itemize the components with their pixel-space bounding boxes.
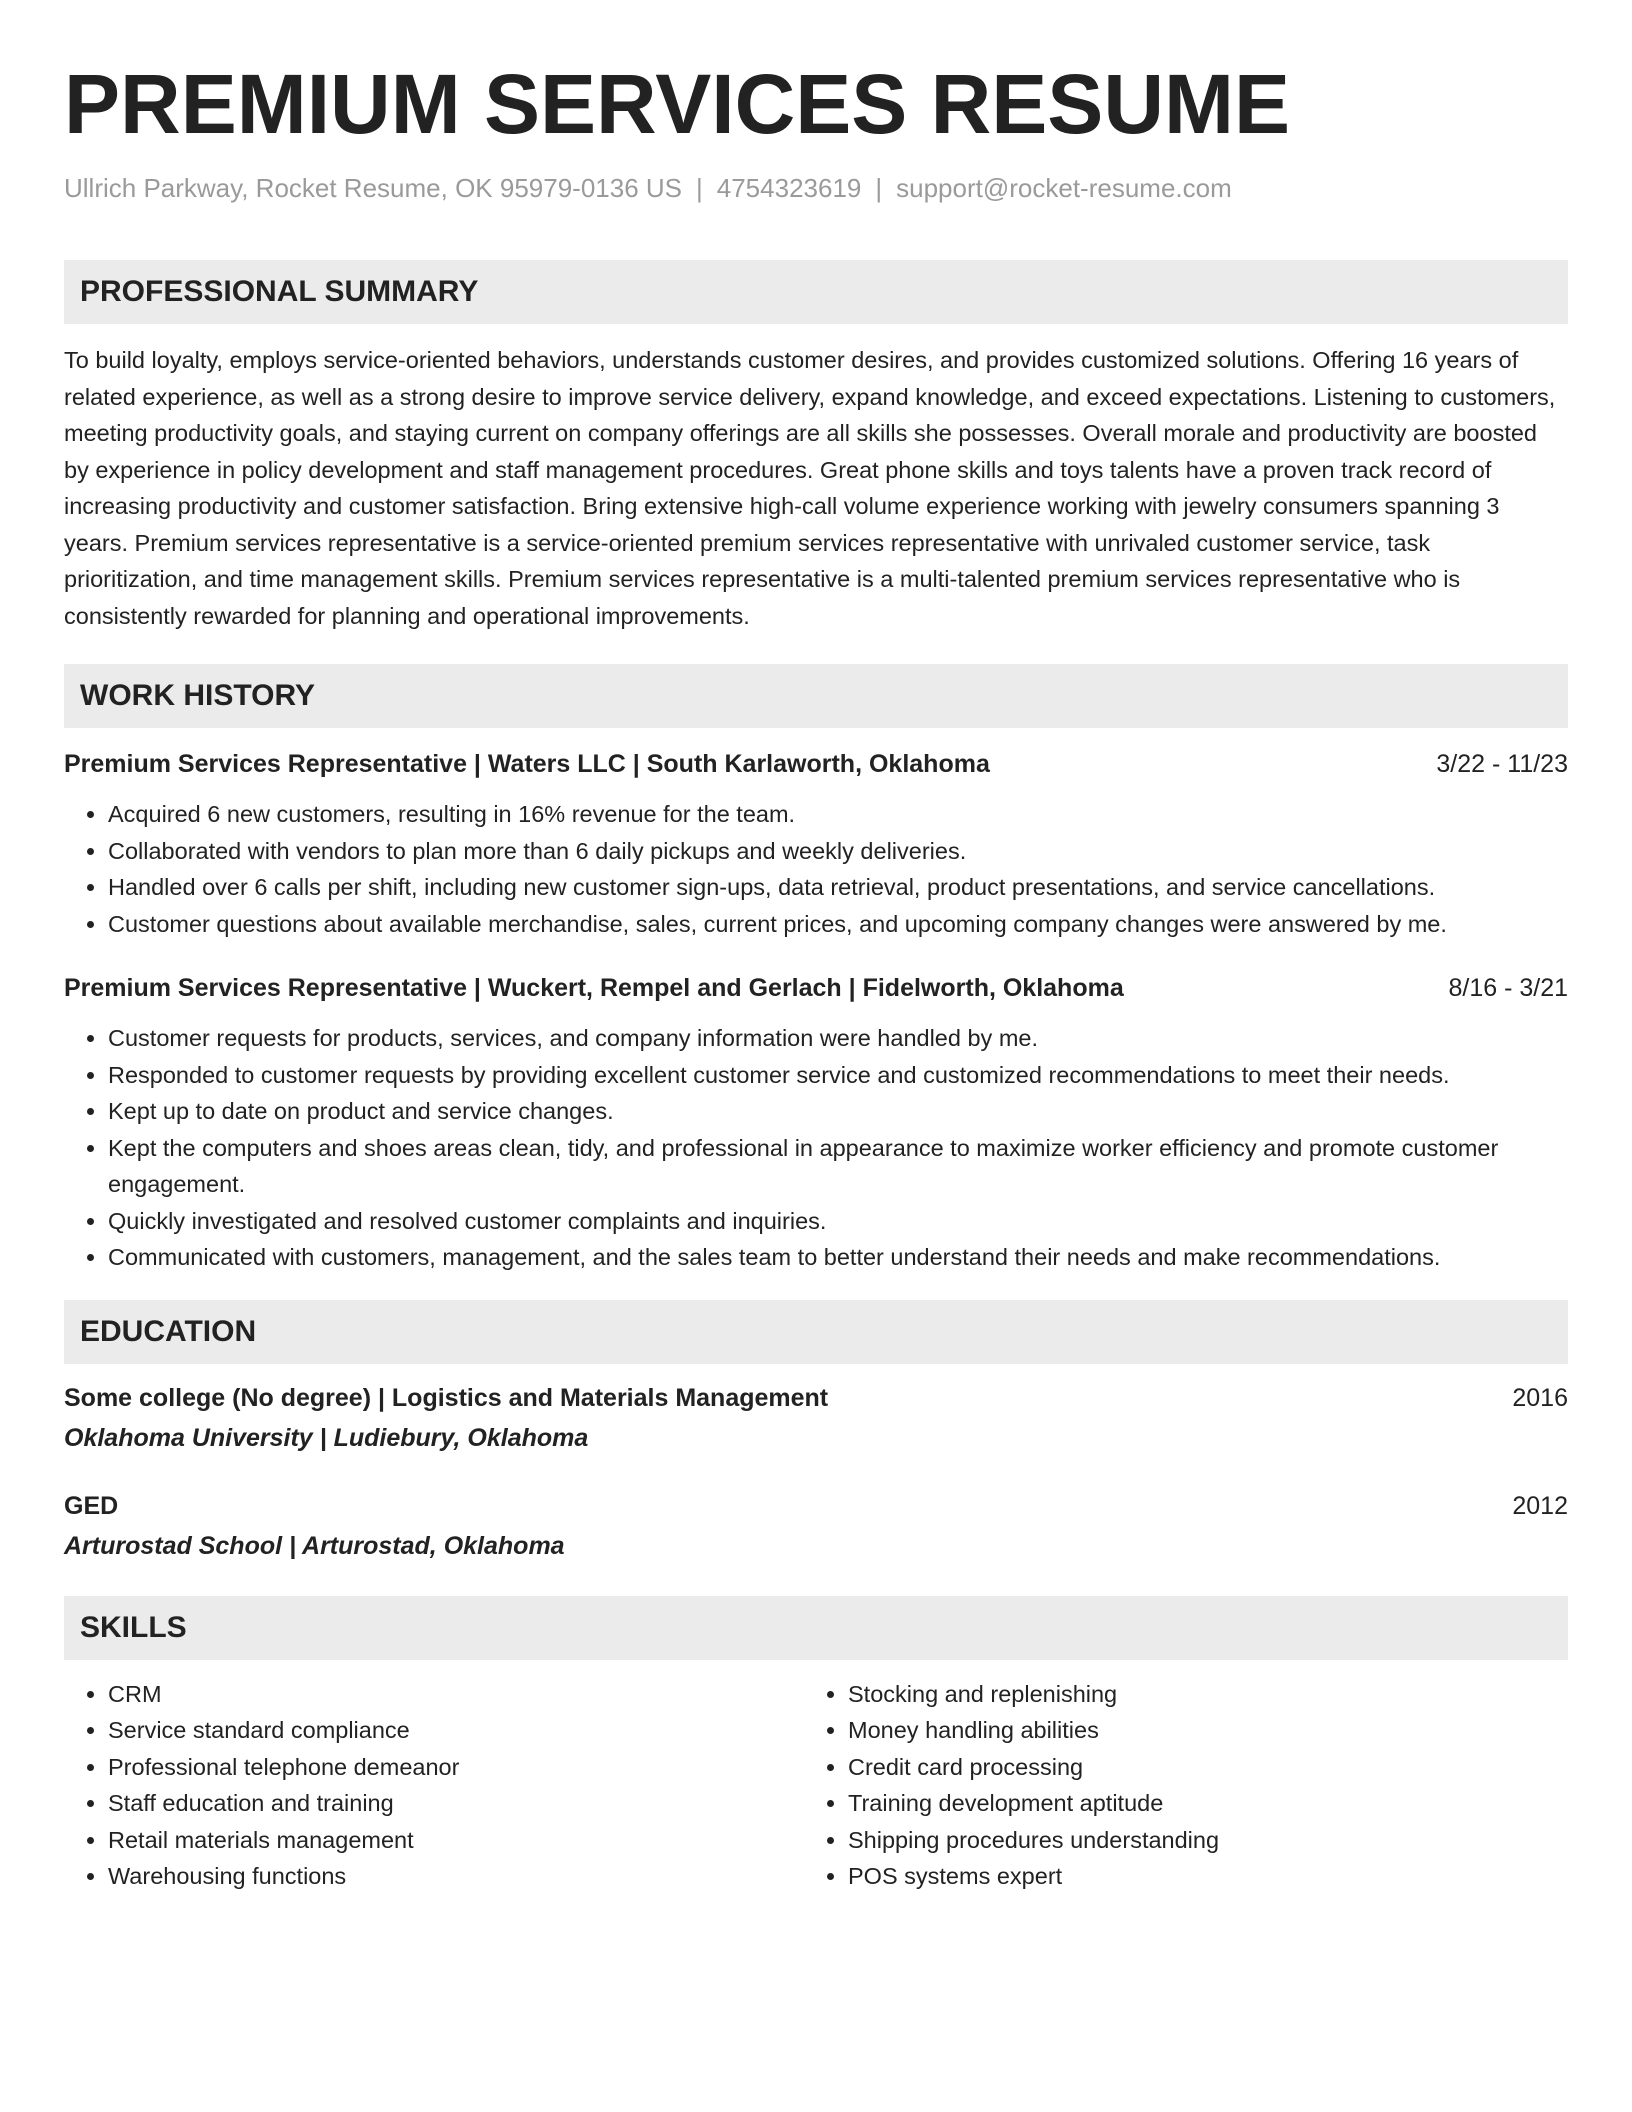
education-year: 2012 (1512, 1491, 1568, 1520)
job-title: Premium Services Representative | Wuckert, Rempel and Gerlach | Fidelworth, Oklahoma (64, 974, 1124, 1002)
job-bullet: • Responded to customer requests by providing excellent customer service and customized recommendations to meet their needs. (108, 1057, 1568, 1094)
education-school: Oklahoma University | Ludiebury, Oklahoma (64, 1423, 589, 1452)
skill-item: • POS systems expert (848, 1858, 1544, 1895)
education-degree: GED (64, 1491, 119, 1520)
job-bullet: • Handled over 6 calls per shift, including new customer sign-ups, data retrieval, product presentations, and service cancellations. (108, 869, 1568, 906)
job-bullet: • Customer requests for products, services, and company information were handled by me. (108, 1020, 1568, 1057)
contact-phone: 4754323619 (716, 173, 862, 203)
job-dates: 8/16 - 3/21 (1448, 974, 1568, 1002)
skills-column-right (804, 1676, 1544, 1895)
job-entry (64, 970, 1568, 1276)
education-year: 2016 (1512, 1383, 1568, 1412)
job-bullets (64, 1020, 1568, 1276)
job-entry (64, 746, 1568, 942)
work-history-section-header: WORK HISTORY (64, 664, 1568, 728)
skills-list (64, 1676, 804, 1895)
skill-item: • CRM (108, 1676, 804, 1713)
job-header (64, 746, 1568, 782)
skill-item: • Staff education and training (108, 1785, 804, 1822)
education-header (64, 1488, 1568, 1524)
contact-separator: | (875, 173, 883, 203)
job-title: Premium Services Representative | Waters LLC | South Karlaworth, Oklahoma (64, 750, 990, 778)
skill-item: • Professional telephone demeanor (108, 1749, 804, 1786)
education-entry (64, 1380, 1568, 1458)
skill-item: • Stocking and replenishing (848, 1676, 1544, 1713)
skill-item: • Warehousing functions (108, 1858, 804, 1895)
job-bullets (64, 796, 1568, 942)
skills-list (804, 1676, 1544, 1895)
job-bullet: • Kept the computers and shoes areas clean, tidy, and professional in appearance to maximize worker efficiency and promote customer engagement. (108, 1130, 1568, 1203)
job-bullet: • Communicated with customers, management, and the sales team to better understand their needs and make recommendations. (108, 1239, 1568, 1276)
education-degree: Some college (No degree) | Logistics and Materials Management (64, 1383, 829, 1412)
education-entry (64, 1488, 1568, 1566)
contact-address: Ullrich Parkway, Rocket Resume, OK 95979-0136 US (64, 173, 682, 203)
job-bullet: • Quickly investigated and resolved customer complaints and inquiries. (108, 1203, 1568, 1240)
contact-email: support@rocket-resume.com (896, 173, 1232, 203)
skill-item: • Credit card processing (848, 1749, 1544, 1786)
resume-title: PREMIUM SERVICES RESUME (64, 57, 1290, 151)
skills-column-left (64, 1676, 804, 1895)
education-section-header: EDUCATION (64, 1300, 1568, 1364)
contact-separator: | (696, 173, 703, 203)
summary-section-header: PROFESSIONAL SUMMARY (64, 260, 1568, 324)
job-bullet: • Collaborated with vendors to plan more than 6 daily pickups and weekly deliveries. (108, 833, 1568, 870)
skills-section-header: SKILLS (64, 1596, 1568, 1660)
job-bullet: • Kept up to date on product and service changes. (108, 1093, 1568, 1130)
skill-item: • Shipping procedures understanding (848, 1822, 1544, 1859)
contact-line (64, 170, 1568, 206)
education-school: Arturostad School | Arturostad, Oklahoma (64, 1531, 565, 1560)
job-bullet: • Customer questions about available merchandise, sales, current prices, and upcoming company changes were answered by me. (108, 906, 1568, 943)
skill-item: • Retail materials management (108, 1822, 804, 1859)
job-bullet: • Acquired 6 new customers, resulting in 16% revenue for the team. (108, 796, 1568, 833)
education-header (64, 1380, 1568, 1416)
skills-grid (64, 1676, 1568, 1895)
skill-item: • Service standard compliance (108, 1712, 804, 1749)
skill-item: • Money handling abilities (848, 1712, 1544, 1749)
job-header (64, 970, 1568, 1006)
job-dates: 3/22 - 11/23 (1436, 750, 1568, 778)
summary-text: To build loyalty, employs service-oriented behaviors, understands customer desires, and provides customized solutions. Offering 16 years of related experience, as well as a strong desire to improve service delivery, expand knowledge, and exceed expectations. Listening to customers, meeting productivity goals, and staying current on company offerings are all skills she possesses. Overall morale and productivity are boosted by experience in policy development and staff management procedures. Great phone skills and toys talents have a proven track record of increasing productivity and customer satisfaction. Bring extensive high-call volume experience working with jewelry consumers spanning 3 years. Premium services representative is a service-oriented premium services representative with unrivaled customer service, task prioritization, and time management skills. Premium services representative is a multi-talented premium services representative who is consistently rewarded for planning and operational improvements. (64, 347, 1556, 629)
skill-item: • Training development aptitude (848, 1785, 1544, 1822)
